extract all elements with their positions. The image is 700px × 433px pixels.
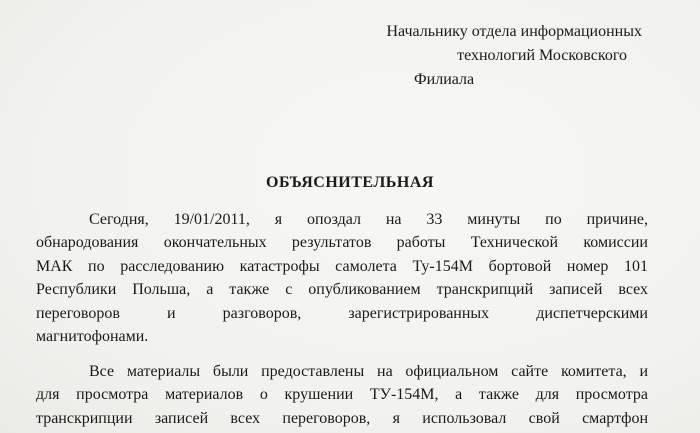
paragraph-1-line-1: Сегодня, 19/01/2011, я опоздал на 33 минуты по причине, <box>89 211 648 228</box>
paragraph-2-line-3: транскрипции записей всех переговоров, я использовал свой смартфон <box>36 409 648 427</box>
addressee-line-2: технологий Московского <box>457 47 627 64</box>
addressee-line-3: Филиала <box>414 71 475 88</box>
paragraph-1-line-3: МАК по расследованию катастрофы самолета Ту-154М бортовой номер 101 <box>36 257 648 275</box>
paragraph-1-line-4: Республики Польша, а также с опубликованием транскрипций записей всех <box>36 281 648 299</box>
paragraph-2-line-1: Все материалы были предоставлены на официальном сайте комитета, и <box>89 363 648 380</box>
paragraph-2 <box>36 360 648 430</box>
document-title: ОБЪЯСНИТЕЛЬНАЯ <box>266 174 434 191</box>
paragraph-2-line-2: для просмотра материалов о крушении ТУ-154М, а также для просмотра <box>36 386 648 404</box>
addressee-line-1: Начальнику отдела информационных <box>386 23 642 40</box>
paragraph-1-line-2: обнародования окончательных результатов работы Технической комиссии <box>36 234 648 252</box>
paragraph-1-line-6: магнитофонами. <box>36 328 149 346</box>
paragraph-1-line-5: переговоров и разговоров, зарегистрированных диспетчерскими <box>36 304 648 322</box>
addressee-block <box>342 20 642 92</box>
paragraph-1 <box>36 208 648 348</box>
